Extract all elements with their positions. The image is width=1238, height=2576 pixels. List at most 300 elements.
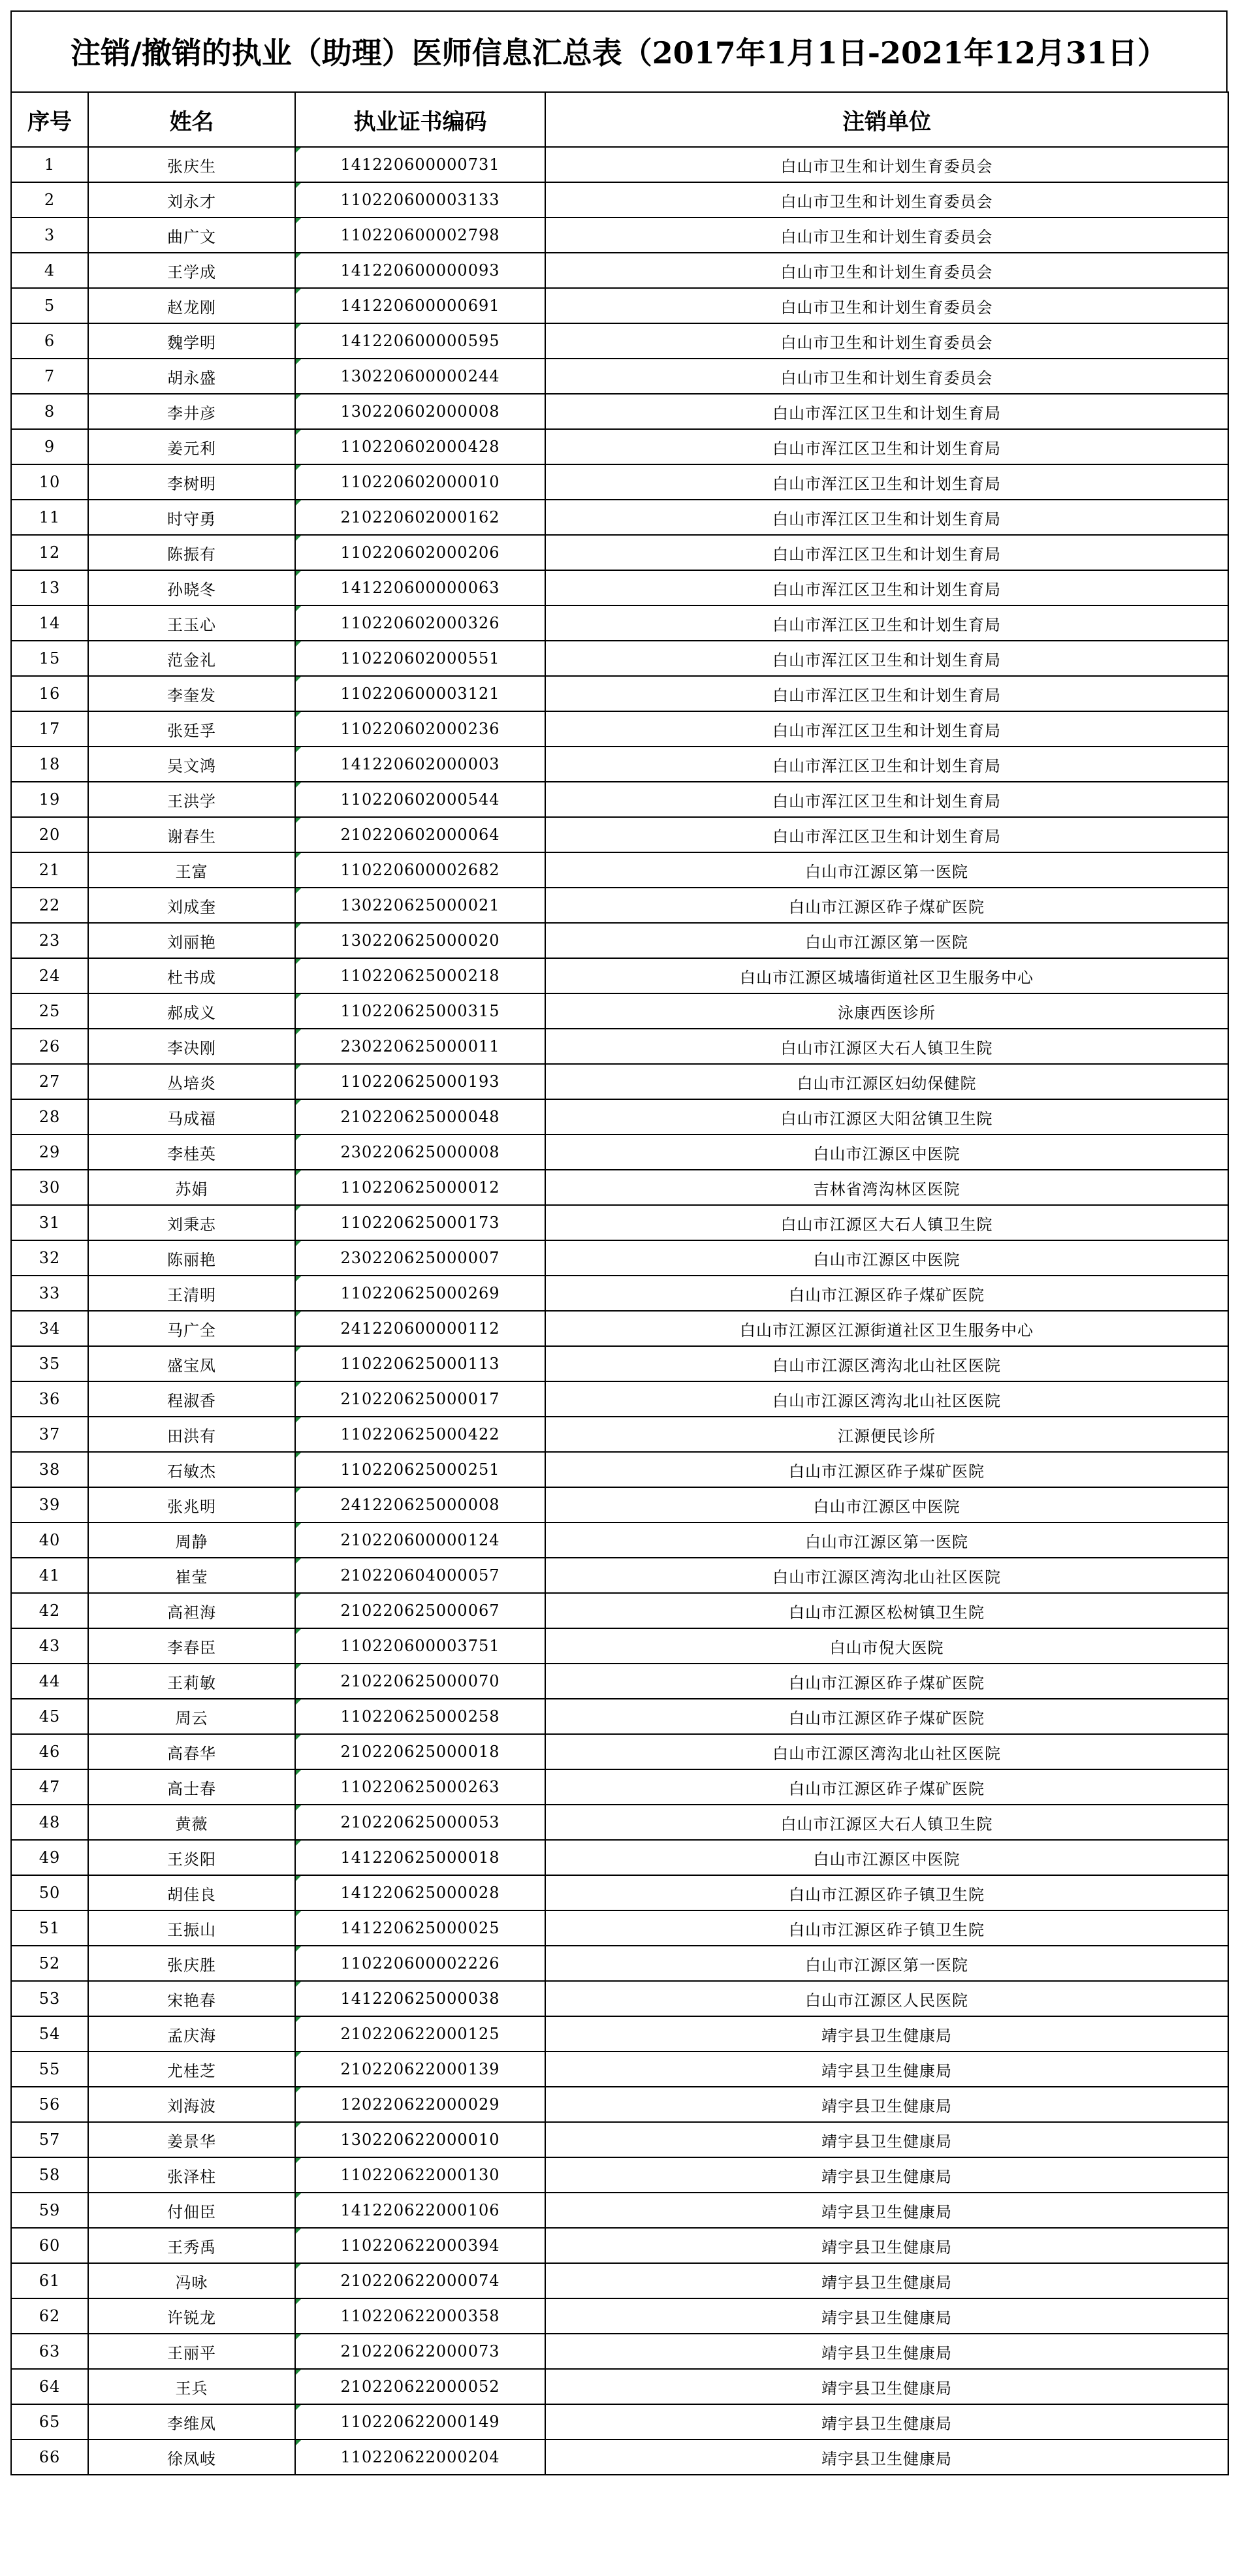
table-row xyxy=(11,1135,1228,1170)
table-row xyxy=(11,641,1228,676)
table-row xyxy=(11,2334,1228,2369)
cell-cert: 210220622000139 xyxy=(295,2052,545,2087)
cell-unit: 泳康西医诊所 xyxy=(545,993,1228,1029)
cell-cert: 210220602000162 xyxy=(295,500,545,535)
cell-index: 58 xyxy=(11,2157,88,2193)
cell-cert: 210220600000124 xyxy=(295,1522,545,1558)
cell-name: 胡永盛 xyxy=(88,359,295,394)
table-row xyxy=(11,1417,1228,1452)
cell-name: 孟庆海 xyxy=(88,2016,295,2052)
table-row xyxy=(11,2016,1228,2052)
table-row xyxy=(11,1346,1228,1381)
cell-unit: 白山市卫生和计划生育委员会 xyxy=(545,253,1228,288)
cell-name: 刘丽艳 xyxy=(88,923,295,958)
cell-name: 高袒海 xyxy=(88,1593,295,1628)
table-row xyxy=(11,1522,1228,1558)
cell-name: 刘成奎 xyxy=(88,888,295,923)
cell-index: 53 xyxy=(11,1981,88,2016)
cell-unit: 白山市江源区第一医院 xyxy=(545,1946,1228,1981)
cell-index: 26 xyxy=(11,1029,88,1064)
cell-name: 王莉敏 xyxy=(88,1664,295,1699)
table-row xyxy=(11,888,1228,923)
cell-unit: 白山市江源区砟子煤矿医院 xyxy=(545,1452,1228,1487)
cell-unit: 白山市江源区砟子煤矿医院 xyxy=(545,1699,1228,1734)
cell-name: 杜书成 xyxy=(88,958,295,993)
cell-unit: 白山市江源区江源街道社区卫生服务中心 xyxy=(545,1311,1228,1346)
cell-name: 石敏杰 xyxy=(88,1452,295,1487)
table-row xyxy=(11,147,1228,182)
cell-index: 16 xyxy=(11,676,88,711)
cell-cert: 210220625000018 xyxy=(295,1734,545,1769)
cell-cert: 110220600002226 xyxy=(295,1946,545,1981)
table-row xyxy=(11,535,1228,570)
cell-cert: 241220625000008 xyxy=(295,1487,545,1522)
cell-index: 19 xyxy=(11,782,88,817)
cell-index: 32 xyxy=(11,1240,88,1276)
cell-cert: 210220602000064 xyxy=(295,817,545,852)
cell-index: 47 xyxy=(11,1769,88,1805)
cell-index: 41 xyxy=(11,1558,88,1593)
cell-index: 28 xyxy=(11,1099,88,1135)
cell-unit: 白山市江源区中医院 xyxy=(545,1135,1228,1170)
table-row xyxy=(11,2157,1228,2193)
cell-unit: 白山市江源区第一医院 xyxy=(545,1522,1228,1558)
cell-index: 55 xyxy=(11,2052,88,2087)
cell-unit: 白山市卫生和计划生育委员会 xyxy=(545,147,1228,182)
table-row xyxy=(11,2263,1228,2298)
table-row xyxy=(11,1946,1228,1981)
cell-cert: 230220625000008 xyxy=(295,1135,545,1170)
cell-unit: 白山市卫生和计划生育委员会 xyxy=(545,217,1228,253)
table-row xyxy=(11,323,1228,359)
cell-name: 李桂英 xyxy=(88,1135,295,1170)
table-row xyxy=(11,570,1228,605)
cell-cert: 210220622000125 xyxy=(295,2016,545,2052)
cell-index: 49 xyxy=(11,1840,88,1875)
cell-cert: 210220625000053 xyxy=(295,1805,545,1840)
cell-unit: 白山市浑江区卫生和计划生育局 xyxy=(545,535,1228,570)
header-unit: 注销单位 xyxy=(545,92,1228,147)
cell-index: 57 xyxy=(11,2122,88,2157)
cell-cert: 130220625000020 xyxy=(295,923,545,958)
table-row xyxy=(11,1381,1228,1417)
table-row xyxy=(11,782,1228,817)
cell-unit: 白山市卫生和计划生育委员会 xyxy=(545,288,1228,323)
cell-index: 25 xyxy=(11,993,88,1029)
cell-cert: 110220602000326 xyxy=(295,605,545,641)
cell-unit: 白山市浑江区卫生和计划生育局 xyxy=(545,711,1228,747)
cell-cert: 110220622000130 xyxy=(295,2157,545,2193)
cell-index: 6 xyxy=(11,323,88,359)
cell-name: 时守勇 xyxy=(88,500,295,535)
cell-cert: 110220625000173 xyxy=(295,1205,545,1240)
cell-unit: 白山市卫生和计划生育委员会 xyxy=(545,182,1228,217)
header-index: 序号 xyxy=(11,92,88,147)
cell-index: 63 xyxy=(11,2334,88,2369)
cell-unit: 靖宇县卫生健康局 xyxy=(545,2052,1228,2087)
cell-index: 4 xyxy=(11,253,88,288)
cell-cert: 110220622000204 xyxy=(295,2439,545,2475)
cell-index: 8 xyxy=(11,394,88,429)
cell-cert: 210220625000048 xyxy=(295,1099,545,1135)
cell-index: 31 xyxy=(11,1205,88,1240)
cell-name: 孙晓冬 xyxy=(88,570,295,605)
table-row xyxy=(11,1840,1228,1875)
cell-name: 田洪有 xyxy=(88,1417,295,1452)
cell-cert: 120220622000029 xyxy=(295,2087,545,2122)
cell-name: 徐凤岐 xyxy=(88,2439,295,2475)
table-row xyxy=(11,1699,1228,1734)
cell-unit: 靖宇县卫生健康局 xyxy=(545,2263,1228,2298)
cell-name: 张庆胜 xyxy=(88,1946,295,1981)
cell-cert: 241220600000112 xyxy=(295,1311,545,1346)
table-row xyxy=(11,2193,1228,2228)
cell-cert: 110220600003751 xyxy=(295,1628,545,1664)
cell-unit: 白山市江源区妇幼保健院 xyxy=(545,1064,1228,1099)
cell-index: 66 xyxy=(11,2439,88,2475)
cell-index: 50 xyxy=(11,1875,88,1910)
cell-name: 盛宝凤 xyxy=(88,1346,295,1381)
cell-cert: 110220625000218 xyxy=(295,958,545,993)
cell-cert: 110220602000236 xyxy=(295,711,545,747)
cell-index: 43 xyxy=(11,1628,88,1664)
cell-index: 24 xyxy=(11,958,88,993)
table-row xyxy=(11,993,1228,1029)
cell-cert: 110220600003133 xyxy=(295,182,545,217)
table-row xyxy=(11,1628,1228,1664)
cell-unit: 白山市浑江区卫生和计划生育局 xyxy=(545,782,1228,817)
cell-name: 李春臣 xyxy=(88,1628,295,1664)
cell-name: 张泽柱 xyxy=(88,2157,295,2193)
cell-name: 王炎阳 xyxy=(88,1840,295,1875)
cell-name: 高士春 xyxy=(88,1769,295,1805)
cell-name: 张兆明 xyxy=(88,1487,295,1522)
cell-unit: 白山市江源区第一医院 xyxy=(545,852,1228,888)
table-row xyxy=(11,958,1228,993)
table-row xyxy=(11,217,1228,253)
table-row xyxy=(11,464,1228,500)
cell-name: 曲广文 xyxy=(88,217,295,253)
table-row xyxy=(11,1064,1228,1099)
cell-cert: 141220625000025 xyxy=(295,1910,545,1946)
cell-name: 宋艳春 xyxy=(88,1981,295,2016)
table-row xyxy=(11,500,1228,535)
cell-cert: 141220602000003 xyxy=(295,747,545,782)
cell-unit: 白山市江源区大阳岔镇卫生院 xyxy=(545,1099,1228,1135)
table-row xyxy=(11,1311,1228,1346)
cell-unit: 白山市江源区中医院 xyxy=(545,1240,1228,1276)
cell-unit: 白山市浑江区卫生和计划生育局 xyxy=(545,747,1228,782)
cell-index: 36 xyxy=(11,1381,88,1417)
cell-unit: 白山市卫生和计划生育委员会 xyxy=(545,359,1228,394)
table-row xyxy=(11,2404,1228,2439)
cell-unit: 白山市卫生和计划生育委员会 xyxy=(545,323,1228,359)
cell-cert: 141220600000063 xyxy=(295,570,545,605)
cell-name: 崔莹 xyxy=(88,1558,295,1593)
cell-unit: 白山市江源区中医院 xyxy=(545,1840,1228,1875)
cell-name: 陈丽艳 xyxy=(88,1240,295,1276)
cell-unit: 白山市浑江区卫生和计划生育局 xyxy=(545,817,1228,852)
cell-cert: 110220622000358 xyxy=(295,2298,545,2334)
cell-index: 3 xyxy=(11,217,88,253)
cell-name: 张廷孚 xyxy=(88,711,295,747)
cell-index: 52 xyxy=(11,1946,88,1981)
table-row xyxy=(11,359,1228,394)
cell-unit: 靖宇县卫生健康局 xyxy=(545,2087,1228,2122)
cell-unit: 白山市江源区砟子煤矿医院 xyxy=(545,1769,1228,1805)
cell-unit: 白山市江源区砟子镇卫生院 xyxy=(545,1910,1228,1946)
table-row xyxy=(11,1487,1228,1522)
physician-table xyxy=(10,91,1229,2475)
cell-index: 37 xyxy=(11,1417,88,1452)
cell-cert: 141220625000018 xyxy=(295,1840,545,1875)
cell-cert: 210220625000070 xyxy=(295,1664,545,1699)
cell-name: 李井彦 xyxy=(88,394,295,429)
cell-name: 郝成义 xyxy=(88,993,295,1029)
cell-cert: 141220625000028 xyxy=(295,1875,545,1910)
cell-index: 45 xyxy=(11,1699,88,1734)
cell-unit: 白山市江源区湾沟北山社区医院 xyxy=(545,1734,1228,1769)
cell-unit: 靖宇县卫生健康局 xyxy=(545,2193,1228,2228)
cell-index: 42 xyxy=(11,1593,88,1628)
cell-cert: 210220625000067 xyxy=(295,1593,545,1628)
cell-index: 40 xyxy=(11,1522,88,1558)
cell-index: 51 xyxy=(11,1910,88,1946)
cell-unit: 白山市江源区中医院 xyxy=(545,1487,1228,1522)
cell-cert: 110220625000193 xyxy=(295,1064,545,1099)
cell-unit: 白山市江源区湾沟北山社区医院 xyxy=(545,1558,1228,1593)
cell-name: 王清明 xyxy=(88,1276,295,1311)
table-row xyxy=(11,1910,1228,1946)
table-row xyxy=(11,2369,1228,2404)
table-row xyxy=(11,1769,1228,1805)
cell-name: 王玉心 xyxy=(88,605,295,641)
table-row xyxy=(11,2052,1228,2087)
cell-index: 64 xyxy=(11,2369,88,2404)
table-row xyxy=(11,253,1228,288)
cell-name: 丛培炎 xyxy=(88,1064,295,1099)
cell-name: 许锐龙 xyxy=(88,2298,295,2334)
table-row xyxy=(11,1805,1228,1840)
cell-cert: 130220602000008 xyxy=(295,394,545,429)
cell-cert: 130220622000010 xyxy=(295,2122,545,2157)
cell-name: 赵龙刚 xyxy=(88,288,295,323)
cell-unit: 白山市江源区城墙街道社区卫生服务中心 xyxy=(545,958,1228,993)
cell-name: 李决刚 xyxy=(88,1029,295,1064)
cell-cert: 110220622000149 xyxy=(295,2404,545,2439)
table-row xyxy=(11,1664,1228,1699)
cell-name: 李树明 xyxy=(88,464,295,500)
cell-index: 60 xyxy=(11,2228,88,2263)
cell-cert: 210220604000057 xyxy=(295,1558,545,1593)
cell-cert: 110220600003121 xyxy=(295,676,545,711)
cell-name: 王洪学 xyxy=(88,782,295,817)
cell-index: 10 xyxy=(11,464,88,500)
cell-unit: 靖宇县卫生健康局 xyxy=(545,2334,1228,2369)
cell-name: 李奎发 xyxy=(88,676,295,711)
cell-unit: 白山市江源区砟子煤矿医院 xyxy=(545,1664,1228,1699)
cell-cert: 141220600000691 xyxy=(295,288,545,323)
cell-index: 48 xyxy=(11,1805,88,1840)
cell-name: 马广全 xyxy=(88,1311,295,1346)
cell-index: 59 xyxy=(11,2193,88,2228)
cell-cert: 141220622000106 xyxy=(295,2193,545,2228)
cell-unit: 白山市江源区湾沟北山社区医院 xyxy=(545,1346,1228,1381)
cell-cert: 110220625000251 xyxy=(295,1452,545,1487)
cell-index: 44 xyxy=(11,1664,88,1699)
cell-unit: 白山市江源区大石人镇卫生院 xyxy=(545,1805,1228,1840)
cell-name: 刘秉志 xyxy=(88,1205,295,1240)
cell-unit: 白山市江源区人民医院 xyxy=(545,1981,1228,2016)
cell-cert: 110220625000113 xyxy=(295,1346,545,1381)
table-row xyxy=(11,1734,1228,1769)
table-row xyxy=(11,1981,1228,2016)
cell-cert: 130220625000021 xyxy=(295,888,545,923)
table-row xyxy=(11,1170,1228,1205)
cell-index: 1 xyxy=(11,147,88,182)
cell-index: 38 xyxy=(11,1452,88,1487)
cell-unit: 白山市江源区松树镇卫生院 xyxy=(545,1593,1228,1628)
cell-index: 34 xyxy=(11,1311,88,1346)
cell-name: 魏学明 xyxy=(88,323,295,359)
page-title: 注销/撤销的执业（助理）医师信息汇总表（2017年1月1日-2021年12月31日） xyxy=(10,10,1228,93)
cell-name: 李维凤 xyxy=(88,2404,295,2439)
table-row xyxy=(11,288,1228,323)
cell-name: 苏娟 xyxy=(88,1170,295,1205)
table-body xyxy=(11,147,1228,2475)
table-row xyxy=(11,852,1228,888)
cell-index: 15 xyxy=(11,641,88,676)
table-row xyxy=(11,1593,1228,1628)
cell-unit: 白山市浑江区卫生和计划生育局 xyxy=(545,605,1228,641)
cell-index: 21 xyxy=(11,852,88,888)
cell-cert: 110220602000551 xyxy=(295,641,545,676)
cell-unit: 白山市江源区湾沟北山社区医院 xyxy=(545,1381,1228,1417)
cell-cert: 210220625000017 xyxy=(295,1381,545,1417)
cell-unit: 白山市浑江区卫生和计划生育局 xyxy=(545,429,1228,464)
table-row xyxy=(11,182,1228,217)
cell-unit: 靖宇县卫生健康局 xyxy=(545,2228,1228,2263)
cell-unit: 靖宇县卫生健康局 xyxy=(545,2122,1228,2157)
cell-cert: 110220600002682 xyxy=(295,852,545,888)
cell-name: 刘海波 xyxy=(88,2087,295,2122)
table-row xyxy=(11,2228,1228,2263)
cell-name: 付佃臣 xyxy=(88,2193,295,2228)
cell-unit: 靖宇县卫生健康局 xyxy=(545,2369,1228,2404)
cell-index: 33 xyxy=(11,1276,88,1311)
cell-index: 2 xyxy=(11,182,88,217)
header-name: 姓名 xyxy=(88,92,295,147)
cell-name: 王秀禹 xyxy=(88,2228,295,2263)
cell-cert: 110220600002798 xyxy=(295,217,545,253)
cell-unit: 白山市江源区大石人镇卫生院 xyxy=(545,1029,1228,1064)
cell-cert: 110220602000010 xyxy=(295,464,545,500)
cell-unit: 吉林省湾沟林区医院 xyxy=(545,1170,1228,1205)
cell-cert: 110220625000012 xyxy=(295,1170,545,1205)
cell-unit: 白山市浑江区卫生和计划生育局 xyxy=(545,464,1228,500)
cell-cert: 230220625000011 xyxy=(295,1029,545,1064)
cell-index: 14 xyxy=(11,605,88,641)
cell-index: 7 xyxy=(11,359,88,394)
cell-name: 胡佳良 xyxy=(88,1875,295,1910)
cell-unit: 白山市浑江区卫生和计划生育局 xyxy=(545,394,1228,429)
table-row xyxy=(11,1029,1228,1064)
table-row xyxy=(11,711,1228,747)
cell-cert: 130220600000244 xyxy=(295,359,545,394)
cell-cert: 110220622000394 xyxy=(295,2228,545,2263)
cell-name: 周静 xyxy=(88,1522,295,1558)
cell-cert: 230220625000007 xyxy=(295,1240,545,1276)
cell-cert: 110220625000422 xyxy=(295,1417,545,1452)
cell-name: 范金礼 xyxy=(88,641,295,676)
cell-unit: 靖宇县卫生健康局 xyxy=(545,2404,1228,2439)
cell-unit: 白山市江源区砟子煤矿医院 xyxy=(545,1276,1228,1311)
cell-unit: 靖宇县卫生健康局 xyxy=(545,2016,1228,2052)
cell-name: 王富 xyxy=(88,852,295,888)
cell-unit: 白山市江源区大石人镇卫生院 xyxy=(545,1205,1228,1240)
table-row xyxy=(11,1205,1228,1240)
cell-unit: 白山市浑江区卫生和计划生育局 xyxy=(545,570,1228,605)
cell-cert: 110220602000544 xyxy=(295,782,545,817)
cell-index: 11 xyxy=(11,500,88,535)
cell-name: 吴文鸿 xyxy=(88,747,295,782)
table-row xyxy=(11,817,1228,852)
cell-cert: 110220602000428 xyxy=(295,429,545,464)
table-row xyxy=(11,2087,1228,2122)
cell-name: 程淑香 xyxy=(88,1381,295,1417)
table-row xyxy=(11,1099,1228,1135)
cell-index: 9 xyxy=(11,429,88,464)
cell-unit: 白山市江源区砟子煤矿医院 xyxy=(545,888,1228,923)
cell-unit: 靖宇县卫生健康局 xyxy=(545,2157,1228,2193)
cell-name: 冯咏 xyxy=(88,2263,295,2298)
table-row xyxy=(11,1276,1228,1311)
table-row xyxy=(11,747,1228,782)
cell-name: 王丽平 xyxy=(88,2334,295,2369)
table-row xyxy=(11,2298,1228,2334)
cell-index: 56 xyxy=(11,2087,88,2122)
cell-index: 62 xyxy=(11,2298,88,2334)
cell-cert: 210220622000073 xyxy=(295,2334,545,2369)
cell-index: 23 xyxy=(11,923,88,958)
cell-index: 54 xyxy=(11,2016,88,2052)
cell-name: 谢春生 xyxy=(88,817,295,852)
cell-unit: 白山市浑江区卫生和计划生育局 xyxy=(545,500,1228,535)
cell-index: 20 xyxy=(11,817,88,852)
cell-index: 17 xyxy=(11,711,88,747)
header-cert: 执业证书编码 xyxy=(295,92,545,147)
table-row xyxy=(11,429,1228,464)
cell-unit: 靖宇县卫生健康局 xyxy=(545,2439,1228,2475)
cell-name: 黄薇 xyxy=(88,1805,295,1840)
cell-unit: 靖宇县卫生健康局 xyxy=(545,2298,1228,2334)
cell-name: 王学成 xyxy=(88,253,295,288)
cell-index: 22 xyxy=(11,888,88,923)
cell-name: 马成福 xyxy=(88,1099,295,1135)
table-row xyxy=(11,1452,1228,1487)
cell-cert: 141220600000731 xyxy=(295,147,545,182)
cell-unit: 白山市江源区砟子镇卫生院 xyxy=(545,1875,1228,1910)
cell-index: 29 xyxy=(11,1135,88,1170)
cell-unit: 白山市江源区第一医院 xyxy=(545,923,1228,958)
cell-name: 刘永才 xyxy=(88,182,295,217)
cell-unit: 白山市浑江区卫生和计划生育局 xyxy=(545,676,1228,711)
table-row xyxy=(11,2122,1228,2157)
cell-cert: 110220602000206 xyxy=(295,535,545,570)
cell-cert: 141220600000093 xyxy=(295,253,545,288)
table-row xyxy=(11,1240,1228,1276)
table-row xyxy=(11,394,1228,429)
